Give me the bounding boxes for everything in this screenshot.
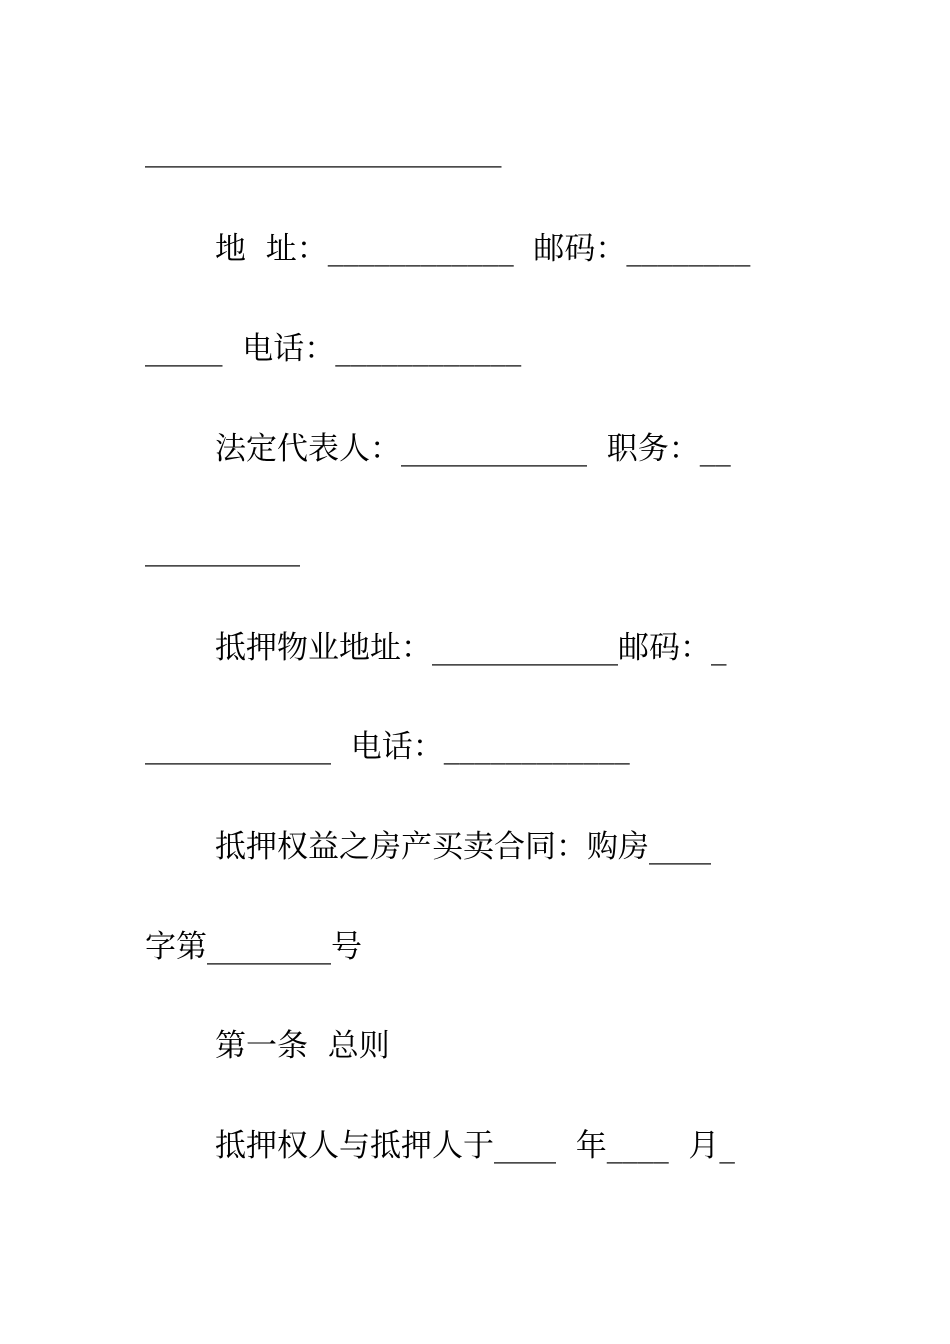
address-postcode-line: 地 址：____________ 邮码：________ (215, 231, 751, 267)
article-one-heading: 第一条 总则 (215, 1028, 390, 1064)
property-phone-line: ____________ 电话：____________ (145, 729, 630, 765)
legal-representative-line: 法定代表人：____________ 职务：__ (215, 431, 731, 467)
blank-line-top: _______________________ (145, 132, 502, 168)
contract-number-line: 字第________号 (145, 929, 362, 965)
position-blank-line: __________ (145, 531, 300, 567)
phone-line: _____ 电话：____________ (145, 331, 522, 367)
mortgaged-property-address-line: 抵押物业地址：____________邮码：_ (215, 630, 727, 666)
agreement-date-line: 抵押权人与抵押人于____ 年____ 月_ (215, 1128, 735, 1164)
purchase-contract-line: 抵押权益之房产买卖合同：购房____ (215, 829, 711, 865)
